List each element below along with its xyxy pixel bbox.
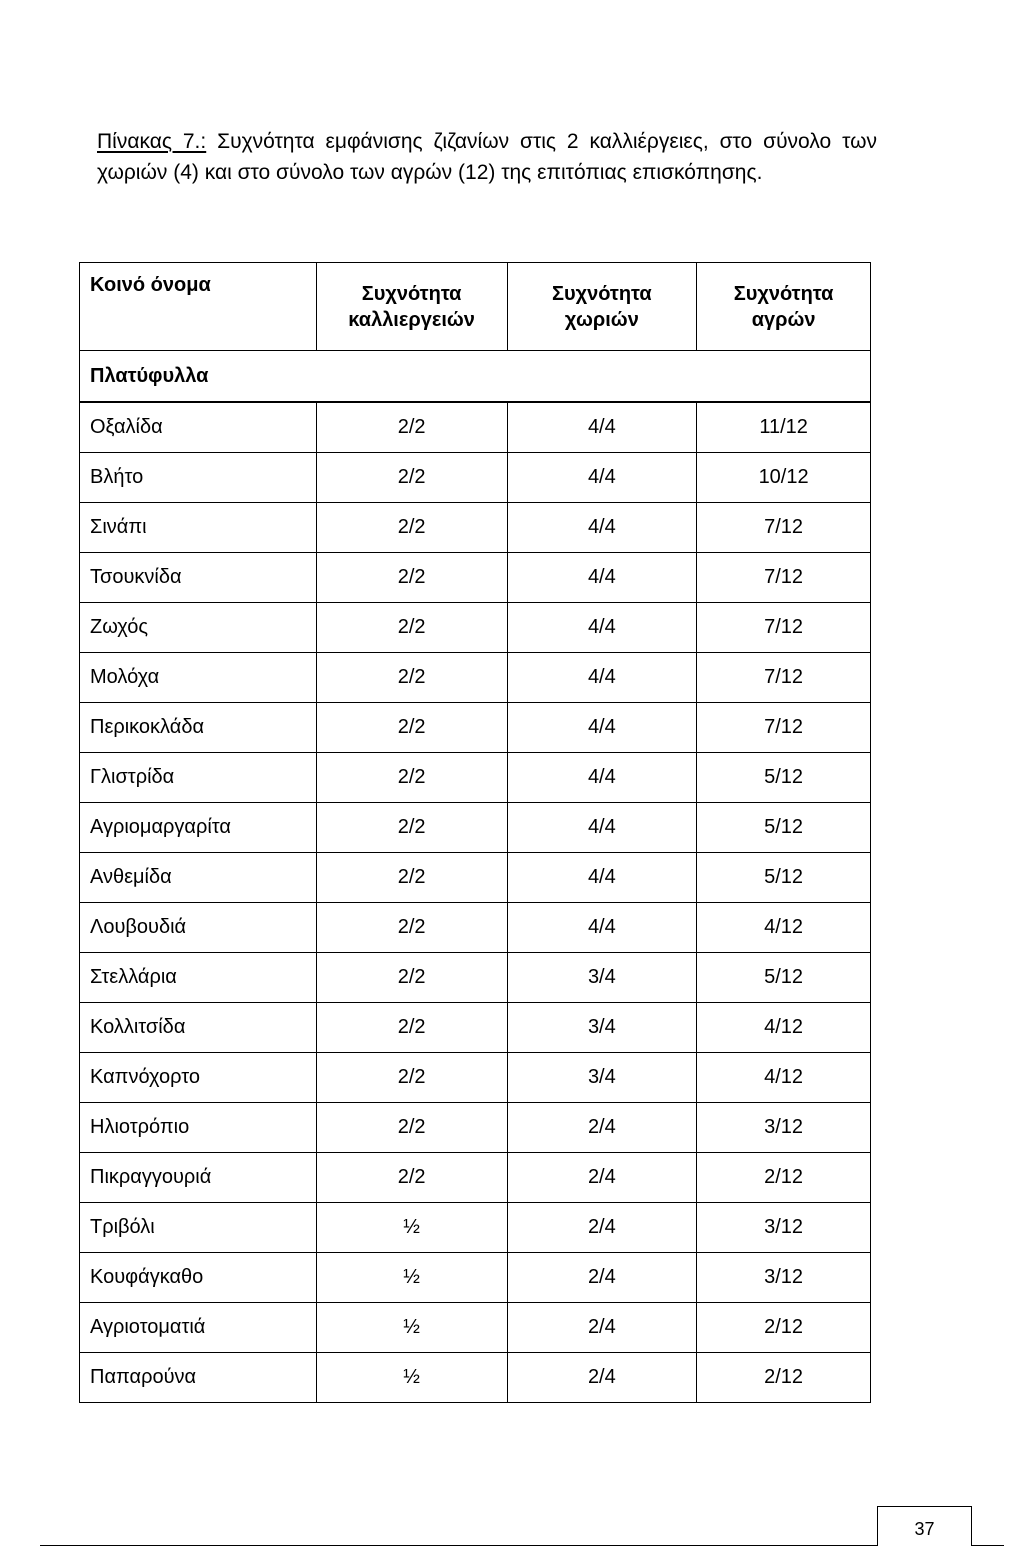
cell-crop-frequency: 2/2 (316, 503, 507, 553)
cell-crop-frequency: 2/2 (316, 553, 507, 603)
cell-common-name: Βλήτο (80, 453, 317, 503)
table-row (80, 1353, 871, 1403)
table-row (80, 402, 871, 453)
cell-village-frequency: 3/4 (507, 1053, 697, 1103)
header-common-name: Κοινό όνομα (80, 263, 317, 351)
cell-field-frequency: 3/12 (697, 1103, 871, 1153)
footer-rule-right (971, 1545, 1004, 1546)
cell-village-frequency: 4/4 (507, 603, 697, 653)
cell-crop-frequency: 2/2 (316, 453, 507, 503)
header-field-frequency: Συχνότητα αγρών (697, 263, 871, 351)
cell-field-frequency: 7/12 (697, 553, 871, 603)
cell-village-frequency: 4/4 (507, 703, 697, 753)
cell-common-name: Πικραγγουριά (80, 1153, 317, 1203)
table-row (80, 803, 871, 853)
table-row (80, 1253, 871, 1303)
cell-village-frequency: 4/4 (507, 803, 697, 853)
cell-field-frequency: 2/12 (697, 1303, 871, 1353)
cell-crop-frequency: ½ (316, 1303, 507, 1353)
cell-village-frequency: 4/4 (507, 903, 697, 953)
table-row (80, 753, 871, 803)
cell-crop-frequency: 2/2 (316, 1053, 507, 1103)
cell-village-frequency: 3/4 (507, 953, 697, 1003)
table-row (80, 603, 871, 653)
footer-rule-left (40, 1545, 878, 1546)
cell-crop-frequency: 2/2 (316, 1003, 507, 1053)
cell-common-name: Οξαλίδα (80, 402, 317, 453)
cell-common-name: Παπαρούνα (80, 1353, 317, 1403)
caption-label: Πίνακας 7.: (97, 130, 207, 153)
cell-village-frequency: 4/4 (507, 553, 697, 603)
cell-common-name: Αγριομαργαρίτα (80, 803, 317, 853)
cell-village-frequency: 4/4 (507, 853, 697, 903)
cell-crop-frequency: ½ (316, 1203, 507, 1253)
table-row (80, 953, 871, 1003)
cell-common-name: Τριβόλι (80, 1203, 317, 1253)
cell-crop-frequency: 2/2 (316, 402, 507, 453)
cell-common-name: Κουφάγκαθο (80, 1253, 317, 1303)
table-row (80, 1103, 871, 1153)
cell-field-frequency: 10/12 (697, 453, 871, 503)
cell-common-name: Μολόχα (80, 653, 317, 703)
group-row-broadleaf (80, 351, 871, 403)
table-row (80, 453, 871, 503)
table-row (80, 1303, 871, 1353)
cell-village-frequency: 4/4 (507, 453, 697, 503)
header-crop-frequency: Συχνότητα καλλιεργειών (316, 263, 507, 351)
cell-field-frequency: 5/12 (697, 953, 871, 1003)
cell-field-frequency: 2/12 (697, 1353, 871, 1403)
table-row (80, 903, 871, 953)
group-label: Πλατύφυλλα (80, 351, 871, 403)
cell-village-frequency: 2/4 (507, 1153, 697, 1203)
cell-field-frequency: 4/12 (697, 1003, 871, 1053)
cell-crop-frequency: 2/2 (316, 703, 507, 753)
cell-field-frequency: 4/12 (697, 1053, 871, 1103)
cell-village-frequency: 4/4 (507, 503, 697, 553)
cell-field-frequency: 7/12 (697, 703, 871, 753)
cell-field-frequency: 11/12 (697, 402, 871, 453)
cell-crop-frequency: ½ (316, 1253, 507, 1303)
cell-village-frequency: 2/4 (507, 1103, 697, 1153)
table-row (80, 653, 871, 703)
cell-common-name: Στελλάρια (80, 953, 317, 1003)
table-row (80, 503, 871, 553)
cell-field-frequency: 5/12 (697, 803, 871, 853)
cell-field-frequency: 2/12 (697, 1153, 871, 1203)
cell-field-frequency: 5/12 (697, 853, 871, 903)
cell-common-name: Ανθεμίδα (80, 853, 317, 903)
page-number: 37 (877, 1506, 972, 1545)
cell-common-name: Καπνόχορτο (80, 1053, 317, 1103)
cell-village-frequency: 4/4 (507, 653, 697, 703)
cell-crop-frequency: 2/2 (316, 1153, 507, 1203)
cell-common-name: Τσουκνίδα (80, 553, 317, 603)
cell-common-name: Περικοκλάδα (80, 703, 317, 753)
header-village-frequency: Συχνότητα χωριών (507, 263, 697, 351)
table-row (80, 1153, 871, 1203)
cell-village-frequency: 2/4 (507, 1353, 697, 1403)
cell-common-name: Ζωχός (80, 603, 317, 653)
cell-common-name: Αγριοτοματιά (80, 1303, 317, 1353)
table-row (80, 1053, 871, 1103)
caption-text: Συχνότητα εμφάνισης ζιζανίων στις 2 καλλιέργειες, στο σύνολο των χωριών (4) και στο σύνολο των αγρών (12) της επιτόπιας επισκόπησης. (97, 130, 877, 184)
cell-common-name: Λουβουδιά (80, 903, 317, 953)
table-row (80, 1203, 871, 1253)
weed-frequency-table (79, 262, 871, 1403)
cell-common-name: Σινάπι (80, 503, 317, 553)
table-row (80, 1003, 871, 1053)
cell-village-frequency: 3/4 (507, 1003, 697, 1053)
cell-field-frequency: 7/12 (697, 603, 871, 653)
cell-village-frequency: 2/4 (507, 1253, 697, 1303)
cell-crop-frequency: 2/2 (316, 603, 507, 653)
cell-crop-frequency: ½ (316, 1353, 507, 1403)
cell-field-frequency: 7/12 (697, 653, 871, 703)
cell-field-frequency: 3/12 (697, 1253, 871, 1303)
table-header-row (80, 263, 871, 351)
cell-common-name: Κολλιτσίδα (80, 1003, 317, 1053)
cell-village-frequency: 4/4 (507, 753, 697, 803)
table-row (80, 553, 871, 603)
table-row (80, 703, 871, 753)
cell-field-frequency: 5/12 (697, 753, 871, 803)
cell-crop-frequency: 2/2 (316, 1103, 507, 1153)
cell-common-name: Γλιστρίδα (80, 753, 317, 803)
cell-crop-frequency: 2/2 (316, 653, 507, 703)
cell-crop-frequency: 2/2 (316, 903, 507, 953)
cell-crop-frequency: 2/2 (316, 753, 507, 803)
cell-village-frequency: 4/4 (507, 402, 697, 453)
cell-crop-frequency: 2/2 (316, 803, 507, 853)
cell-village-frequency: 2/4 (507, 1303, 697, 1353)
cell-field-frequency: 3/12 (697, 1203, 871, 1253)
cell-field-frequency: 7/12 (697, 503, 871, 553)
cell-field-frequency: 4/12 (697, 903, 871, 953)
table-caption (97, 126, 877, 188)
cell-crop-frequency: 2/2 (316, 953, 507, 1003)
cell-common-name: Ηλιοτρόπιο (80, 1103, 317, 1153)
cell-crop-frequency: 2/2 (316, 853, 507, 903)
cell-village-frequency: 2/4 (507, 1203, 697, 1253)
table-row (80, 853, 871, 903)
